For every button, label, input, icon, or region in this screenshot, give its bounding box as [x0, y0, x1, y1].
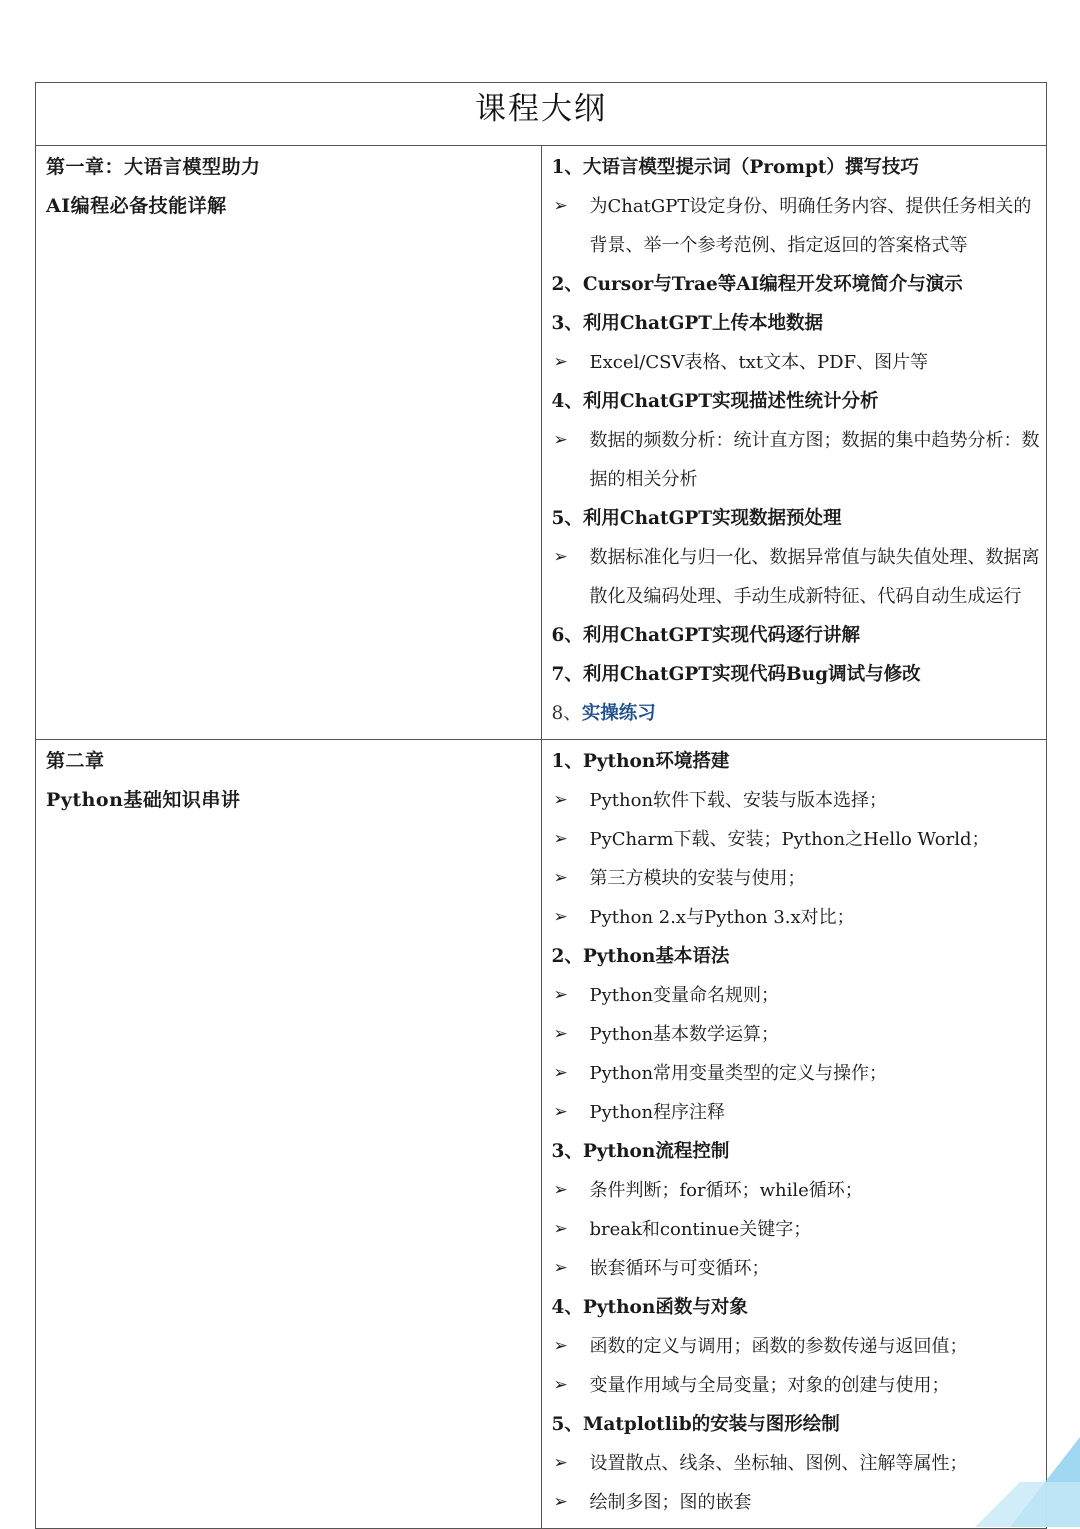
section-heading: 4、Python函数与对象: [551, 1297, 748, 1318]
bullet-item: [552, 1249, 1041, 1288]
chapter-name-line: 第一章：大语言模型助力: [46, 156, 261, 178]
bullet-item: [552, 187, 1041, 265]
bullet-item: [552, 343, 1041, 382]
bullet-text: break和continue关键字；: [589, 1219, 812, 1240]
arrowhead-bullet-icon: ➢: [553, 1024, 568, 1044]
bullet-item: [552, 1093, 1041, 1132]
chapter-content-cell: [541, 146, 1047, 740]
bullet-text: 设置散点、线条、坐标轴、图例、注解等属性；: [589, 1453, 968, 1474]
bullet-item: [552, 1210, 1041, 1249]
bullet-text: 为ChatGPT设定身份、明确任务内容、提供任务相关的背景、举一个参考范例、指定返回的答案格式等: [589, 196, 1032, 256]
section-heading-text: 实操练习: [581, 703, 656, 724]
section-heading: 1、大语言模型提示词（Prompt）撰写技巧: [551, 157, 919, 178]
bullet-text: Python常用变量类型的定义与操作；: [589, 1063, 888, 1084]
bullet-text: Python软件下载、安装与版本选择；: [589, 790, 888, 811]
title-cell: [36, 83, 1047, 146]
arrowhead-bullet-icon: ➢: [553, 1453, 568, 1473]
corner-decoration-icon: [880, 1417, 1080, 1527]
course-outline-table: [35, 82, 1047, 1529]
bullet-item: [552, 1327, 1041, 1366]
bullet-text: Python程序注释: [589, 1102, 726, 1123]
chapter-row-2: [36, 740, 1047, 1529]
arrowhead-bullet-icon: ➢: [553, 907, 568, 927]
bullet-item: [552, 421, 1041, 499]
page-title: 课程大纲: [475, 91, 607, 127]
arrowhead-bullet-icon: ➢: [553, 1492, 568, 1512]
bullet-item: [552, 1054, 1041, 1093]
bullet-text: PyCharm下载、安装；Python之Hello World；: [589, 829, 990, 850]
section-heading: [552, 694, 1041, 733]
section-heading: 1、Python环境搭建: [551, 751, 730, 772]
bullet-item: [552, 1366, 1041, 1405]
section-number: 8、: [551, 703, 582, 724]
section-heading: 4、利用ChatGPT实现描述性统计分析: [551, 391, 879, 412]
chapter-name-cell: [36, 146, 542, 740]
bullet-text: 数据标准化与归一化、数据异常值与缺失值处理、数据离散化及编码处理、手动生成新特征、代码自动生成运行: [589, 547, 1040, 607]
bullet-text: 绘制多图；图的嵌套: [589, 1492, 752, 1513]
bullet-text: 第三方模块的安装与使用；: [589, 868, 806, 889]
bullet-item: [552, 898, 1041, 937]
bullet-text: Python 2.x与Python 3.x对比；: [589, 907, 855, 928]
bullet-item: [552, 1171, 1041, 1210]
arrowhead-bullet-icon: ➢: [553, 1258, 568, 1278]
section-heading: 3、Python流程控制: [551, 1141, 730, 1162]
arrowhead-bullet-icon: ➢: [553, 1336, 568, 1356]
chapter-row-1: [36, 146, 1047, 740]
arrowhead-bullet-icon: ➢: [553, 1219, 568, 1239]
bullet-text: Python基本数学运算；: [589, 1024, 780, 1045]
arrowhead-bullet-icon: ➢: [553, 1180, 568, 1200]
bullet-item: [552, 538, 1041, 616]
arrowhead-bullet-icon: ➢: [553, 868, 568, 888]
arrowhead-bullet-icon: ➢: [553, 352, 568, 372]
section-heading: 5、利用ChatGPT实现数据预处理: [551, 508, 842, 529]
arrowhead-bullet-icon: ➢: [553, 790, 568, 810]
arrowhead-bullet-icon: ➢: [553, 547, 568, 567]
bullet-item: [552, 859, 1041, 898]
arrowhead-bullet-icon: ➢: [553, 430, 568, 450]
section-heading: 2、Python基本语法: [551, 946, 730, 967]
bullet-item: [552, 820, 1041, 859]
section-heading: 2、Cursor与Trae等AI编程开发环境简介与演示: [551, 274, 963, 295]
chapter-name-line: 第二章: [46, 750, 105, 772]
chapter-name-cell: [36, 740, 542, 1529]
chapter-items: [542, 146, 1047, 739]
section-heading: 3、利用ChatGPT上传本地数据: [551, 313, 824, 334]
arrowhead-bullet-icon: ➢: [553, 196, 568, 216]
chapter-items: [542, 740, 1047, 1528]
section-heading: 6、利用ChatGPT实现代码逐行讲解: [551, 625, 861, 646]
bullet-item: [552, 781, 1041, 820]
bullet-item: [552, 976, 1041, 1015]
chapter-name-line: AI编程必备技能详解: [46, 195, 227, 217]
bullet-text: Excel/CSV表格、txt文本、PDF、图片等: [589, 352, 929, 373]
bullet-text: 函数的定义与调用；函数的参数传递与返回值；: [589, 1336, 968, 1357]
bullet-text: Python变量命名规则；: [589, 985, 780, 1006]
chapter-name-line: Python基础知识串讲: [46, 789, 241, 811]
bullet-text: 数据的频数分析：统计直方图；数据的集中趋势分析：数据的相关分析: [589, 430, 1040, 490]
chapter-content-cell: [541, 740, 1047, 1529]
section-heading: 7、利用ChatGPT实现代码Bug调试与修改: [551, 664, 921, 685]
bullet-text: 条件判断；for循环；while循环；: [589, 1180, 863, 1201]
arrowhead-bullet-icon: ➢: [553, 985, 568, 1005]
bullet-text: 嵌套循环与可变循环；: [589, 1258, 770, 1279]
arrowhead-bullet-icon: ➢: [553, 829, 568, 849]
bullet-text: 变量作用域与全局变量；对象的创建与使用；: [589, 1375, 950, 1396]
arrowhead-bullet-icon: ➢: [553, 1102, 568, 1122]
arrowhead-bullet-icon: ➢: [553, 1375, 568, 1395]
arrowhead-bullet-icon: ➢: [553, 1063, 568, 1083]
bullet-item: [552, 1015, 1041, 1054]
section-heading: 5、Matplotlib的安装与图形绘制: [551, 1414, 840, 1435]
